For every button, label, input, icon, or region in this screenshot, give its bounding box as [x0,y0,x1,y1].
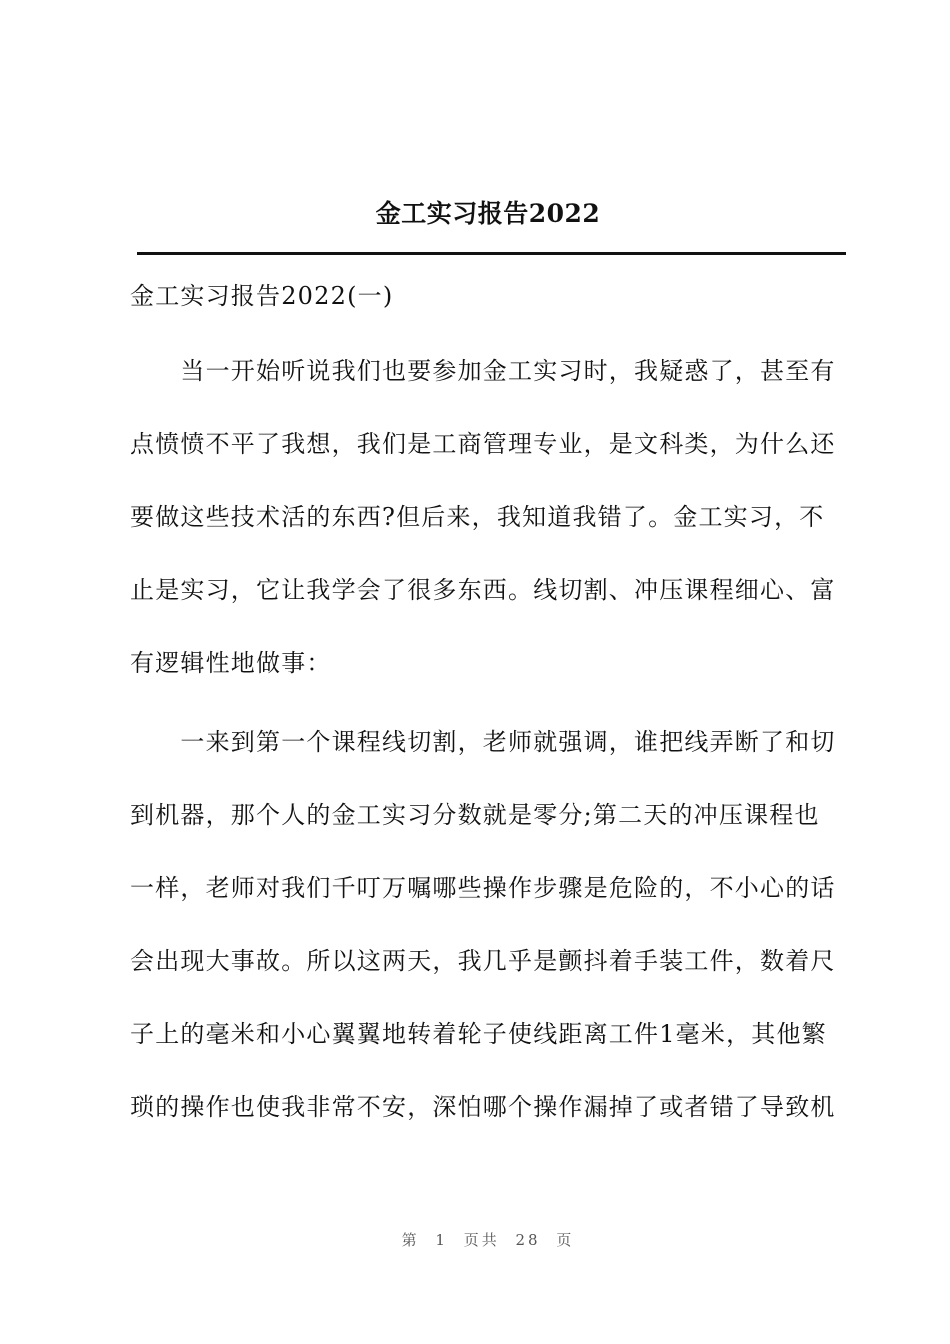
paragraph-line: 子上的毫米和小心翼翼地转着轮子使线距离工件1毫米，其他繁 [130,1020,827,1048]
paragraph-line: 止是实习，它让我学会了很多东西。线切割、冲压课程细心、富 [130,576,836,604]
page-number-footer: 第 1 页共 28 页 [401,1231,575,1249]
paragraph-line: 琐的操作也使我非常不安，深怕哪个操作漏掉了或者错了导致机 [130,1093,836,1121]
paragraph-line: 一来到第一个课程线切割，老师就强调，谁把线弄断了和切 [130,728,836,756]
paragraph-line: 当一开始听说我们也要参加金工实习时，我疑惑了，甚至有 [130,357,836,385]
paragraph-line: 到机器，那个人的金工实习分数就是零分;第二天的冲压课程也 [130,801,820,829]
paragraph-line: 点愤愤不平了我想，我们是工商管理专业，是文科类，为什么还 [130,430,836,458]
paragraph-line: 一样，老师对我们千叮万嘱哪些操作步骤是危险的，不小心的话 [130,874,836,902]
section-heading: 金工实习报告2022(一) [130,282,394,310]
paragraph-line: 有逻辑性地做事： [130,649,332,677]
document-title: 金工实习报告2022 [375,199,601,228]
paragraph-line: 要做这些技术活的东西?但后来，我知道我错了。金工实习，不 [130,503,825,531]
title-divider [137,252,846,255]
paragraph-line: 会出现大事故。所以这两天，我几乎是颤抖着手装工件，数着尺 [130,947,836,975]
